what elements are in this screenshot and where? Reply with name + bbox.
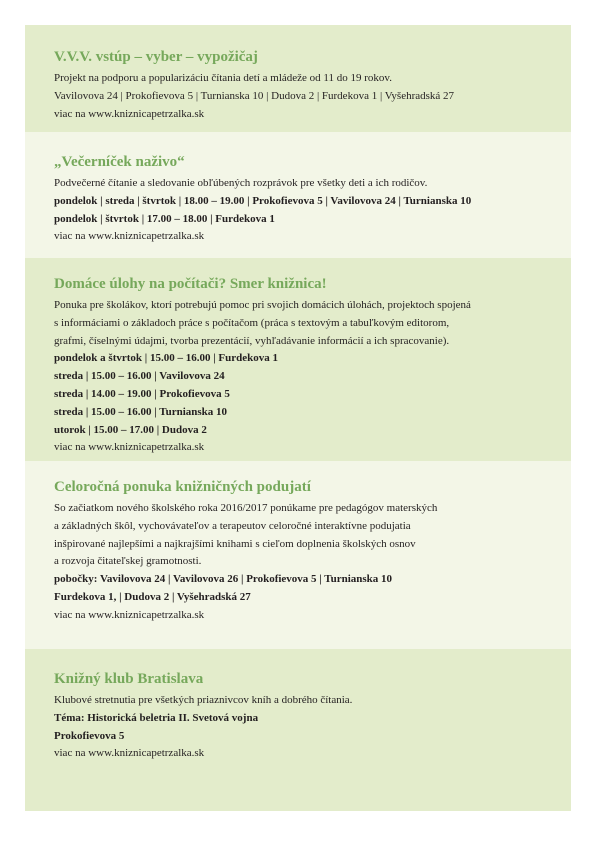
schedule-line: streda | 14.00 – 19.00 | Prokofievova 5 <box>54 387 230 400</box>
website-link[interactable]: viac na www.kniznicapetrzalka.sk <box>54 441 205 454</box>
schedule-line: streda | 15.00 – 16.00 | Vavilovova 24 <box>54 370 225 383</box>
section-title: Knižný klub Bratislava <box>54 671 204 687</box>
section-text: Ponuka pre školákov, ktorí potrebujú pomoc pri svojich domácich úlohách, projektoch spojená <box>54 299 471 311</box>
section-knizny-klub <box>25 649 571 811</box>
section-text: a rozvoja čitateľskej gramotnosti. <box>54 555 202 568</box>
section-celorocna-ponuka <box>25 461 571 649</box>
section-title: V.V.V. vstúp – vyber – vypožičaj <box>54 49 258 65</box>
section-text: So začiatkom nového školského roka 2016/2017 ponúkame pre pedagógov materských <box>54 502 438 514</box>
branch-list: Vavilovova 24 | Prokofievova 5 | Turnianska 10 | Dudova 2 | Furdekova 1 | Vyšehradská 27 <box>54 89 455 102</box>
section-title: Celoročná ponuka knižničných podujatí <box>54 479 311 495</box>
section-text: Klubové stretnutia pre všetkých priaznivcov kníh a dobrého čítania. <box>54 694 353 706</box>
branch-line: Prokofievova 5 <box>54 729 125 742</box>
schedule-line: streda | 15.00 – 16.00 | Turnianska 10 <box>54 405 228 418</box>
section-text: Projekt na podporu a popularizáciu čítania detí a mládeže od 11 do 19 rokov. <box>54 72 392 84</box>
branch-list: Furdekova 1, | Dudova 2 | Vyšehradská 27 <box>54 590 251 603</box>
section-domace-ulohy <box>25 258 571 461</box>
section-vvv <box>25 25 571 132</box>
section-title: „Večerníček naživo“ <box>54 154 185 170</box>
schedule-line: pondelok | štvrtok | 17.00 – 18.00 | Furdekova 1 <box>54 212 275 225</box>
section-text: s informáciami o základoch práce s počítačom (práca s textovým a tabuľkovým editorom, <box>54 316 450 329</box>
section-title: Domáce úlohy na počítači? Smer knižnica! <box>54 276 327 292</box>
website-link[interactable]: viac na www.kniznicapetrzalka.sk <box>54 608 205 621</box>
topic-line: Téma: Historická beletria II. Svetová vojna <box>54 711 259 724</box>
branch-list: pobočky: Vavilovova 24 | Vavilovova 26 | Prokofievova 5 | Turnianska 10 <box>54 573 393 586</box>
schedule-line: pondelok a štvrtok | 15.00 – 16.00 | Furdekova 1 <box>54 352 278 365</box>
section-text: grafmi, číselnými údajmi, tvorba prezentácií, vyhľadávanie informácií a ich spracovanie). <box>54 334 450 347</box>
website-link[interactable]: viac na www.kniznicapetrzalka.sk <box>54 107 205 120</box>
website-link[interactable]: viac na www.kniznicapetrzalka.sk <box>54 230 205 243</box>
section-text: a základných škôl, vychovávateľov a terapeutov celoročné interaktívne podujatia <box>54 519 411 532</box>
website-link[interactable]: viac na www.kniznicapetrzalka.sk <box>54 747 205 760</box>
section-text: Podvečerné čítanie a sledovanie obľúbených rozprávok pre všetky deti a ich rodičov. <box>54 177 428 189</box>
section-text: inšpirované najlepšími a najkrajšími knihami s cieľom doplnenia školských osnov <box>54 537 416 550</box>
section-vecernicek <box>25 132 571 258</box>
schedule-line: pondelok | streda | štvrtok | 18.00 – 19.00 | Prokofievova 5 | Vavilovova 24 | Turnianska 10 <box>54 194 472 207</box>
schedule-line: utorok | 15.00 – 17.00 | Dudova 2 <box>54 423 207 436</box>
